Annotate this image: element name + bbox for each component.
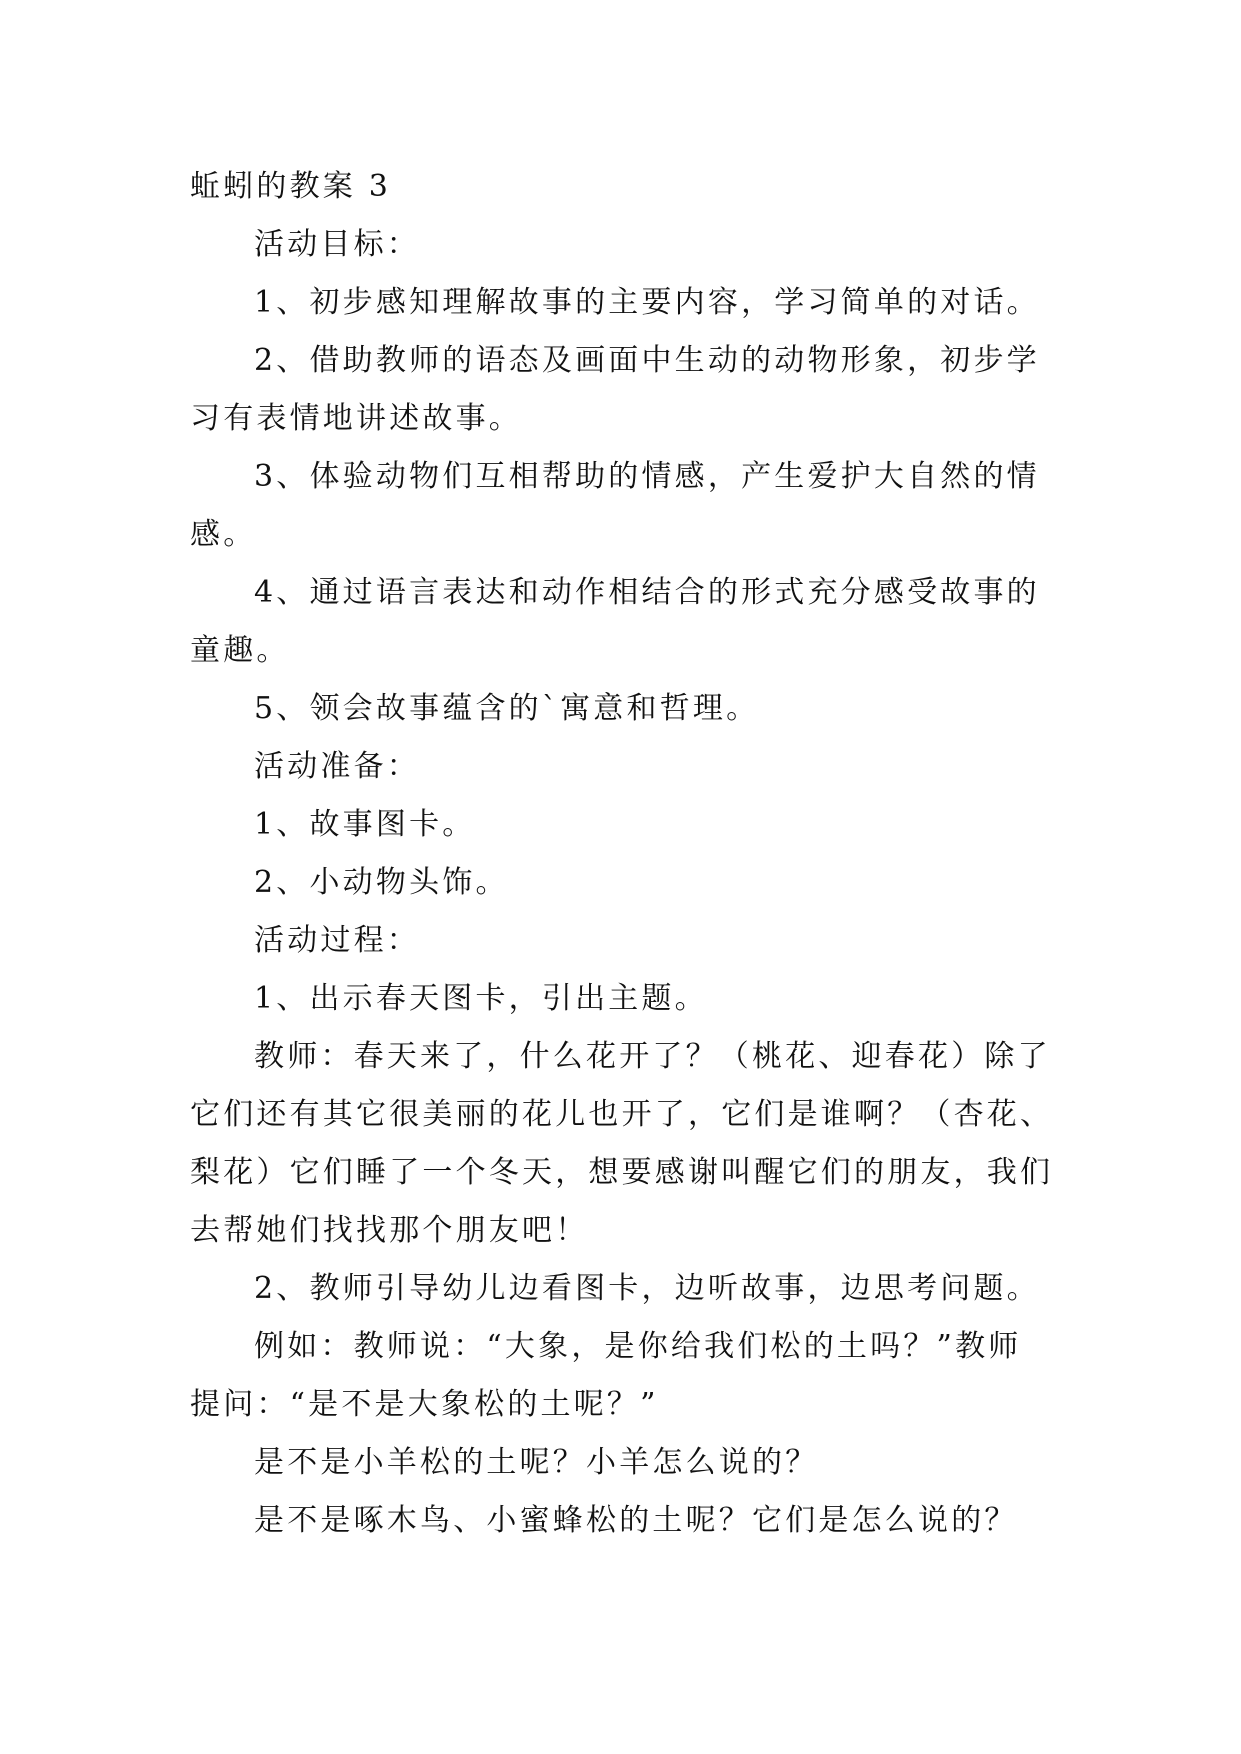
document-body	[190, 158, 1060, 1550]
text-line: 感。	[190, 517, 257, 552]
text-line: 2、小动物头饰。	[254, 865, 509, 900]
text-line: 例如：教师说：“大象，是你给我们松的土吗？”教师	[254, 1329, 1022, 1364]
text-line: 1、故事图卡。	[254, 807, 476, 842]
text-line: 5、领会故事蕴含的`寓意和哲理。	[254, 691, 760, 726]
text-line: 它们还有其它很美丽的花儿也开了，它们是谁啊？（杏花、	[190, 1097, 1054, 1132]
text-line: 是不是小羊松的土呢？小羊怎么说的？	[254, 1445, 819, 1480]
document-title: 蚯蚓的教案 3	[190, 169, 392, 204]
text-line: 去帮她们找找那个朋友吧！	[190, 1213, 589, 1248]
text-line: 活动目标：	[254, 227, 420, 262]
text-line: 是不是啄木鸟、小蜜蜂松的土呢？它们是怎么说的？	[254, 1503, 1018, 1538]
text-line: 3、体验动物们互相帮助的情感，产生爱护大自然的情	[254, 459, 1040, 494]
text-line: 活动过程：	[254, 923, 420, 958]
text-line: 童趣。	[190, 633, 290, 668]
text-line: 2、教师引导幼儿边看图卡，边听故事，边思考问题。	[254, 1271, 1040, 1306]
text-line: 梨花）它们睡了一个冬天，想要感谢叫醒它们的朋友，我们	[190, 1155, 1054, 1190]
text-line: 1、出示春天图卡，引出主题。	[254, 981, 708, 1016]
text-line: 提问：“是不是大象松的土呢？”	[190, 1387, 659, 1422]
text-line: 习有表情地讲述故事。	[190, 401, 522, 436]
text-line: 活动准备：	[254, 749, 420, 784]
text-line: 教师：春天来了，什么花开了？（桃花、迎春花）除了	[254, 1039, 1051, 1074]
text-line: 2、借助教师的语态及画面中生动的动物形象，初步学	[254, 343, 1040, 378]
text-line: 1、初步感知理解故事的主要内容，学习简单的对话。	[254, 285, 1040, 320]
text-line: 4、通过语言表达和动作相结合的形式充分感受故事的	[254, 575, 1040, 610]
